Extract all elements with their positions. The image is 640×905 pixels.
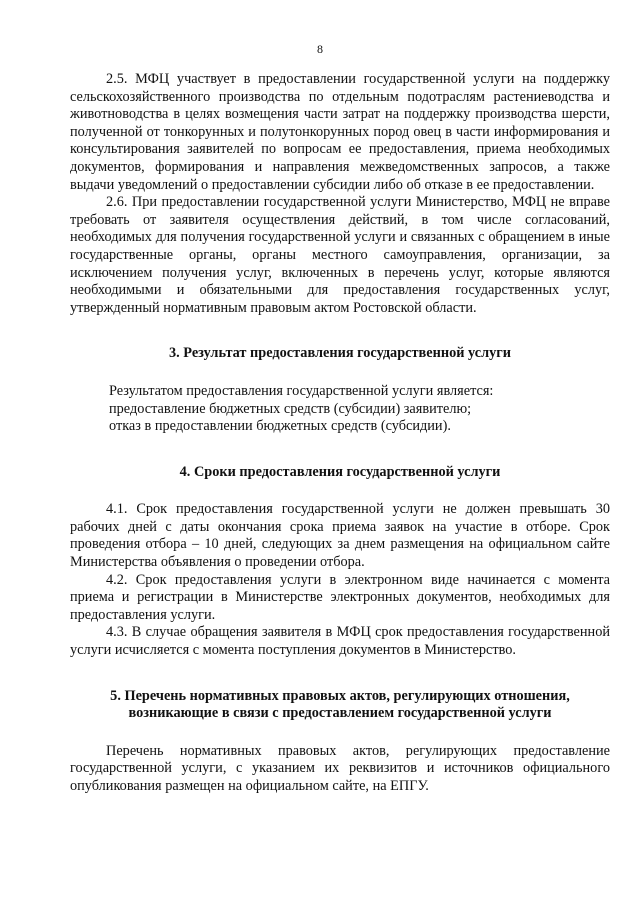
paragraph-4-2: 4.2. Срок предоставления услуги в электронном виде начинается с момента приема и регистрации в Министерстве электронных документов, необходимых для предоставления услуги. — [70, 571, 610, 623]
list-item: отказ в предоставлении бюджетных средств (субсидии). — [109, 418, 451, 435]
page-content — [70, 71, 610, 796]
section-5-heading-line1: 5. Перечень нормативных правовых актов, регулирующих отношения, — [110, 687, 570, 704]
section-3-result-list — [70, 383, 610, 436]
paragraph-2-5: 2.5. МФЦ участвует в предоставлении государственной услуги на поддержку сельскохозяйственного производства по отдельным подотраслям растениеводства и животноводства в целях возмещения части затрат на поддержку производства шерсти, полученной от тонкорунных и полутонкорунных пород овец в части информирования и консультирования заявителей по вопросам ее предоставления, приема необходимых документов, формирования и направления межведомственных запросов, а также выдачи уведомлений о предоставлении субсидии либо об отказе в ее предоставлении. — [70, 71, 610, 193]
list-item: Результатом предоставления государственной услуги является: — [109, 382, 494, 399]
section-3-heading: 3. Результат предоставления государственной услуги — [169, 345, 511, 362]
spacer — [70, 660, 610, 688]
list-item: предоставление бюджетных средств (субсидии) заявителю; — [109, 400, 472, 417]
spacer — [70, 363, 610, 383]
paragraph-4-1: 4.1. Срок предоставления государственной услуги не должен превышать 30 рабочих дней с даты окончания срока приема заявок на участие в отборе. Срок проведения отбора – 10 дней, следующих за днем размещения на официальном сайте Министерства объявления о проведении отбора. — [70, 501, 610, 571]
paragraph-section-5: Перечень нормативных правовых актов, регулирующих предоставление государственной услуги, с указанием их реквизитов и источников официального опубликования размещен на официальном сайте, на ЕПГУ. — [70, 742, 610, 794]
section-5-heading-line2: возникающие в связи с предоставлением государственной услуги — [128, 705, 552, 722]
section-4-heading: 4. Сроки предоставления государственной услуги — [179, 463, 501, 480]
spacer — [70, 436, 610, 464]
section-5-heading — [70, 688, 610, 723]
paragraph-2-6: 2.6. При предоставлении государственной услуги Министерство, МФЦ не вправе требовать от заявителя осуществления действий, в том числе согласований, необходимых для получения государственной услуги и связанных с обращением в иные государственные органы, органы местного самоуправления, организации, за исключением получения услуг, включенных в перечень услуг, которые являются необходимыми и обязательными для предоставления государственных услуг, утвержденный нормативным правовым актом Ростовской области. — [70, 194, 610, 316]
spacer — [70, 481, 610, 501]
page-number: 8 — [317, 42, 323, 56]
spacer — [70, 317, 610, 345]
paragraph-4-3: 4.3. В случае обращения заявителя в МФЦ срок предоставления государственной услуги исчисляется с момента поступления документов в Министерство. — [70, 624, 610, 659]
spacer — [70, 723, 610, 743]
